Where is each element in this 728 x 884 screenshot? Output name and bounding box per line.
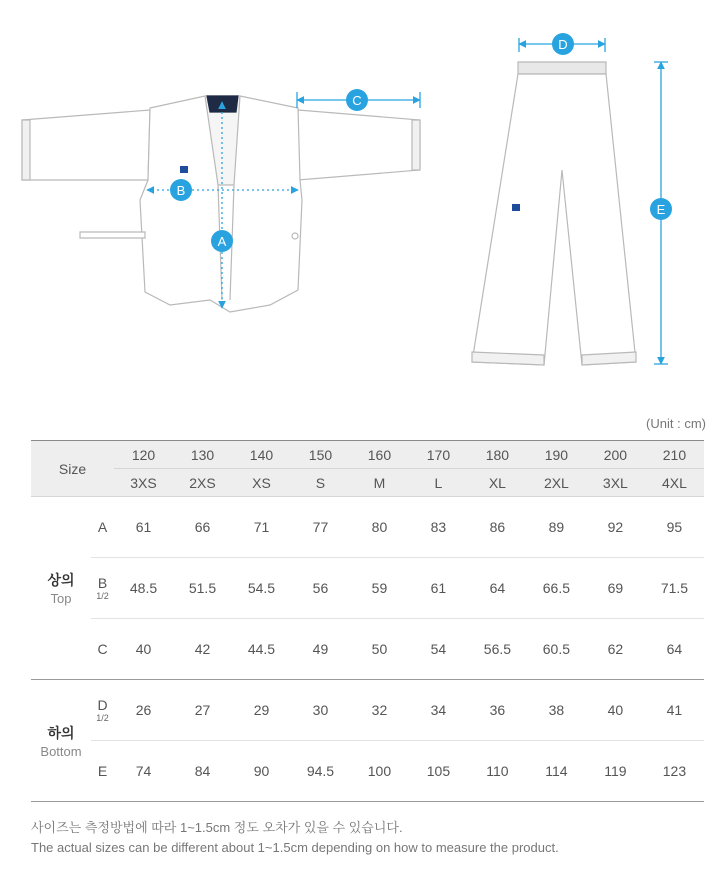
size-code-cell: 3XS bbox=[114, 469, 173, 497]
group-label bbox=[31, 680, 91, 802]
measurement-diagram bbox=[0, 0, 728, 400]
height-cell: 200 bbox=[586, 441, 645, 469]
size-code-cell: 3XL bbox=[586, 469, 645, 497]
measurement-value: 94.5 bbox=[291, 741, 350, 802]
measurement-value: 66 bbox=[173, 497, 232, 558]
measurement-value: 95 bbox=[645, 497, 704, 558]
measurement-value: 27 bbox=[173, 680, 232, 741]
height-cell: 190 bbox=[527, 441, 586, 469]
measurement-letter bbox=[91, 680, 114, 741]
svg-text:E: E bbox=[656, 202, 666, 217]
size-code-cell: 2XL bbox=[527, 469, 586, 497]
height-cell: 170 bbox=[409, 441, 468, 469]
note-korean: 사이즈는 측정방법에 따라 1~1.5cm 정도 오차가 있을 수 있습니다. bbox=[31, 820, 403, 835]
measurement-value: 86 bbox=[468, 497, 527, 558]
size-chart-body bbox=[31, 497, 704, 802]
height-cell: 140 bbox=[232, 441, 291, 469]
group-label-english: Bottom bbox=[40, 743, 82, 759]
measurement-value: 74 bbox=[114, 741, 173, 802]
size-code-row bbox=[31, 469, 704, 497]
svg-text:B: B bbox=[176, 183, 186, 198]
measurement-value: 66.5 bbox=[527, 558, 586, 619]
measurement-value: 30 bbox=[291, 680, 350, 741]
measurement-value: 42 bbox=[173, 619, 232, 680]
measurement-value: 64 bbox=[468, 558, 527, 619]
size-code-cell: 2XS bbox=[173, 469, 232, 497]
measurement-half-note: 1/2 bbox=[96, 712, 109, 723]
marker-a bbox=[211, 230, 233, 252]
measurement-letter bbox=[91, 741, 114, 802]
measurement-value: 32 bbox=[350, 680, 409, 741]
measurement-value: 59 bbox=[350, 558, 409, 619]
height-cell: 120 bbox=[114, 441, 173, 469]
marker-d bbox=[552, 33, 574, 55]
size-header-label: Size bbox=[31, 441, 114, 497]
measurement-value: 69 bbox=[586, 558, 645, 619]
measurement-letter-text: A bbox=[97, 518, 108, 535]
measurement-value: 61 bbox=[114, 497, 173, 558]
measurement-value: 71.5 bbox=[645, 558, 704, 619]
jacket-illustration bbox=[22, 96, 420, 312]
measurement-value: 61 bbox=[409, 558, 468, 619]
size-chart-table bbox=[31, 440, 704, 802]
measurement-value: 105 bbox=[409, 741, 468, 802]
measurement-letter bbox=[91, 619, 114, 680]
measurement-value: 49 bbox=[291, 619, 350, 680]
measurement-value: 60.5 bbox=[527, 619, 586, 680]
measurement-letter-text: D bbox=[97, 696, 108, 713]
measurement-value: 56 bbox=[291, 558, 350, 619]
measurement-value: 64 bbox=[645, 619, 704, 680]
size-code-cell: 4XL bbox=[645, 469, 704, 497]
measurement-value: 40 bbox=[586, 680, 645, 741]
height-row bbox=[31, 441, 704, 469]
measurement-value: 34 bbox=[409, 680, 468, 741]
measurement-value: 48.5 bbox=[114, 558, 173, 619]
measurement-value: 100 bbox=[350, 741, 409, 802]
measurement-letter bbox=[91, 497, 114, 558]
measurement-value: 62 bbox=[586, 619, 645, 680]
height-cell: 130 bbox=[173, 441, 232, 469]
size-header bbox=[31, 441, 704, 497]
measurement-row bbox=[31, 497, 704, 558]
measurement-value: 77 bbox=[291, 497, 350, 558]
svg-text:A: A bbox=[217, 234, 227, 249]
measurement-letter-text: B bbox=[97, 574, 108, 591]
group-label-korean: 상의 bbox=[47, 572, 75, 588]
height-cell: 160 bbox=[350, 441, 409, 469]
measurement-value: 44.5 bbox=[232, 619, 291, 680]
marker-c bbox=[346, 89, 368, 111]
height-cell: 180 bbox=[468, 441, 527, 469]
measurement-value: 90 bbox=[232, 741, 291, 802]
measurement-row bbox=[31, 680, 704, 741]
size-code-cell: XS bbox=[232, 469, 291, 497]
height-cell: 150 bbox=[291, 441, 350, 469]
measurement-value: 51.5 bbox=[173, 558, 232, 619]
measurement-value: 119 bbox=[586, 741, 645, 802]
group-label-english: Top bbox=[50, 591, 72, 606]
measurement-value: 54 bbox=[409, 619, 468, 680]
measurement-row bbox=[31, 741, 704, 802]
measurement-value: 40 bbox=[114, 619, 173, 680]
measurement-row bbox=[31, 619, 704, 680]
note-english: The actual sizes can be different about 1~1.5cm depending on how to measure the product. bbox=[31, 840, 559, 855]
measurement-value: 56.5 bbox=[468, 619, 527, 680]
measurement-value: 50 bbox=[350, 619, 409, 680]
size-code-cell: XL bbox=[468, 469, 527, 497]
unit-label: (Unit : cm) bbox=[646, 416, 706, 431]
measurement-letter bbox=[91, 558, 114, 619]
marker-b bbox=[170, 179, 192, 201]
size-code-cell: M bbox=[350, 469, 409, 497]
svg-text:D: D bbox=[558, 37, 568, 52]
measurement-value: 71 bbox=[232, 497, 291, 558]
pants-illustration bbox=[472, 62, 636, 365]
measurement-letter-text: E bbox=[97, 762, 108, 779]
size-code-cell: S bbox=[291, 469, 350, 497]
measurement-value: 83 bbox=[409, 497, 468, 558]
measurement-value: 26 bbox=[114, 680, 173, 741]
measurement-value: 29 bbox=[232, 680, 291, 741]
measurement-value: 41 bbox=[645, 680, 704, 741]
marker-e bbox=[650, 198, 672, 220]
measurement-value: 114 bbox=[527, 741, 586, 802]
measurement-letter-text: C bbox=[97, 640, 108, 657]
measurement-value: 92 bbox=[586, 497, 645, 558]
size-code-cell: L bbox=[409, 469, 468, 497]
measurement-value: 123 bbox=[645, 741, 704, 802]
measurement-half-note: 1/2 bbox=[96, 590, 109, 601]
svg-text:C: C bbox=[352, 93, 362, 108]
group-label-korean: 하의 bbox=[47, 724, 75, 741]
measurement-value: 80 bbox=[350, 497, 409, 558]
height-cell: 210 bbox=[645, 441, 704, 469]
measurement-value: 36 bbox=[468, 680, 527, 741]
measurement-row bbox=[31, 558, 704, 619]
measurement-value: 110 bbox=[468, 741, 527, 802]
measurement-value: 89 bbox=[527, 497, 586, 558]
measurement-value: 38 bbox=[527, 680, 586, 741]
group-label bbox=[31, 497, 91, 680]
measurement-value: 54.5 bbox=[232, 558, 291, 619]
measurement-value: 84 bbox=[173, 741, 232, 802]
